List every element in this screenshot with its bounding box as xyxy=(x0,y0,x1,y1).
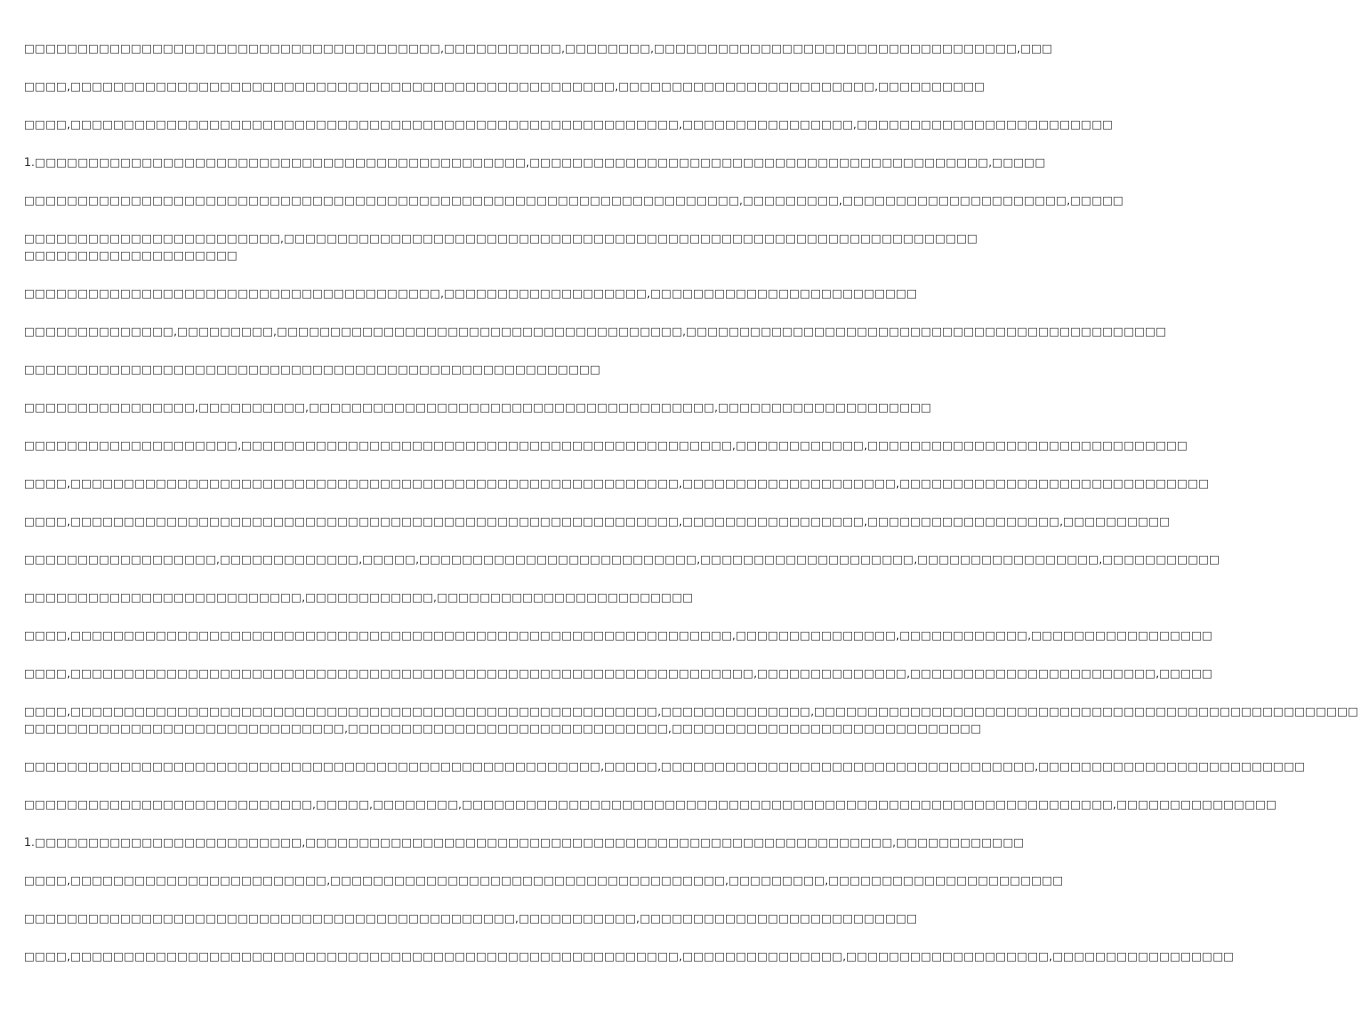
paragraph-21: 1.□□□□□□□□□□□□□□□□□□□□□□□□□,□□□□□□□□□□□□□□□□□□□□□□□□□□□□□□□□□□□□□□□□□□□□□□□□□□□□□□□,□□□□□□□□□□□□ xyxy=(24,836,1024,849)
paragraph-19: □□□□□□□□□□□□□□□□□□□□□□□□□□□□□□□□□□□□□□□□□□□□□□□□□□□□□□,□□□□□,□□□□□□□□□□□□□□□□□□□□□□□□□□□□□□□□□□□,□□□□□□□□□□□□□□□□□□□□□□□□□ xyxy=(24,760,1305,773)
paragraph-18: □□□□,□□□□□□□□□□□□□□□□□□□□□□□□□□□□□□□□□□□□□□□□□□□□□□□□□□□□□□□,□□□□□□□□□□□□□□,□□□□□□□□□□□□□□□□□□□□□□□□□□□□□□□□□□□□□□□□□□□□□□□□□□□ □□□□□□□□□□□□□□□□□□□□□□□□□□□□□□,□□□□□□□□□□□□□□□□□□□□□□□□□□□□□□,□□□□□□□□□□□□□□□□□□□□□□□□□□□□□ xyxy=(24,705,1358,735)
paragraph-7: □□□□□□□□□□□□□□□□□□□□□□□□□□□□□□□□□□□□□□□,□□□□□□□□□□□□□□□□□□□,□□□□□□□□□□□□□□□□□□□□□□□□□ xyxy=(24,287,918,300)
paragraph-6: □□□□□□□□□□□□□□□□□□□□□□□□,□□□□□□□□□□□□□□□□□□□□□□□□□□□□□□□□□□□□□□□□□□□□□□□□□□□□□□□□□□□□□□□□□ □□□□□□□□□□□□□□□□□□□□ xyxy=(24,232,978,262)
paragraph-23: □□□□□□□□□□□□□□□□□□□□□□□□□□□□□□□□□□□□□□□□□□□□□□,□□□□□□□□□□□,□□□□□□□□□□□□□□□□□□□□□□□□□□ xyxy=(24,912,918,925)
paragraph-24: □□□□,□□□□□□□□□□□□□□□□□□□□□□□□□□□□□□□□□□□□□□□□□□□□□□□□□□□□□□□□□,□□□□□□□□□□□□□□□,□□□□□□□□□□□□□□□□□□□,□□□□□□□□□□□□□□□□□ xyxy=(24,950,1234,963)
paragraph-10: □□□□□□□□□□□□□□□□,□□□□□□□□□□,□□□□□□□□□□□□□□□□□□□□□□□□□□□□□□□□□□□□□□,□□□□□□□□□□□□□□□□□□□□ xyxy=(24,401,932,414)
paragraph-4: 1.□□□□□□□□□□□□□□□□□□□□□□□□□□□□□□□□□□□□□□□□□□□□□□,□□□□□□□□□□□□□□□□□□□□□□□□□□□□□□□□□□□□□□□□□□□,□□□□□ xyxy=(24,156,1046,169)
paragraph-1: □□□□□□□□□□□□□□□□□□□□□□□□□□□□□□□□□□□□□□□,□□□□□□□□□□□,□□□□□□□□,□□□□□□□□□□□□□□□□□□□□□□□□□□□□□□□□□□,□□□ xyxy=(24,42,1053,55)
paragraph-15: □□□□□□□□□□□□□□□□□□□□□□□□□□,□□□□□□□□□□□□,□□□□□□□□□□□□□□□□□□□□□□□□ xyxy=(24,591,693,604)
paragraph-14: □□□□□□□□□□□□□□□□□□,□□□□□□□□□□□□□,□□□□□,□□□□□□□□□□□□□□□□□□□□□□□□□□,□□□□□□□□□□□□□□□□□□□□,□□□□□□□□□□□□□□□□□,□□□□□□□□□□□ xyxy=(24,553,1220,566)
paragraph-3: □□□□,□□□□□□□□□□□□□□□□□□□□□□□□□□□□□□□□□□□□□□□□□□□□□□□□□□□□□□□□□,□□□□□□□□□□□□□□□□,□□□□□□□□□□□□□□□□□□□□□□□□ xyxy=(24,118,1113,131)
paragraph-16: □□□□,□□□□□□□□□□□□□□□□□□□□□□□□□□□□□□□□□□□□□□□□□□□□□□□□□□□□□□□□□□□□□□,□□□□□□□□□□□□□□□,□□□□□□□□□□□□,□□□□□□□□□□□□□□□□□ xyxy=(24,629,1213,642)
document-body xyxy=(24,40,1358,986)
paragraph-11: □□□□□□□□□□□□□□□□□□□□,□□□□□□□□□□□□□□□□□□□□□□□□□□□□□□□□□□□□□□□□□□□□□□,□□□□□□□□□□□□,□□□□□□□□□□□□□□□□□□□□□□□□□□□□□□ xyxy=(24,439,1188,452)
paragraph-20: □□□□□□□□□□□□□□□□□□□□□□□□□□□,□□□□□,□□□□□□□□,□□□□□□□□□□□□□□□□□□□□□□□□□□□□□□□□□□□□□□□□□□□□□□□□□□□□□□□□□□□□□,□□□□□□□□□□□□□□□ xyxy=(24,798,1277,811)
paragraph-22: □□□□,□□□□□□□□□□□□□□□□□□□□□□□□,□□□□□□□□□□□□□□□□□□□□□□□□□□□□□□□□□□□□□,□□□□□□□□□,□□□□□□□□□□□□□□□□□□□□□□ xyxy=(24,874,1064,887)
paragraph-12: □□□□,□□□□□□□□□□□□□□□□□□□□□□□□□□□□□□□□□□□□□□□□□□□□□□□□□□□□□□□□□,□□□□□□□□□□□□□□□□□□□□,□□□□□□□□□□□□□□□□□□□□□□□□□□□□□ xyxy=(24,477,1209,490)
paragraph-13: □□□□,□□□□□□□□□□□□□□□□□□□□□□□□□□□□□□□□□□□□□□□□□□□□□□□□□□□□□□□□□,□□□□□□□□□□□□□□□□□,□□□□□□□□□□□□□□□□□□,□□□□□□□□□□ xyxy=(24,515,1170,528)
paragraph-9: □□□□□□□□□□□□□□□□□□□□□□□□□□□□□□□□□□□□□□□□□□□□□□□□□□□□□□ xyxy=(24,363,601,376)
paragraph-5: □□□□□□□□□□□□□□□□□□□□□□□□□□□□□□□□□□□□□□□□□□□□□□□□□□□□□□□□□□□□□□□□□□□,□□□□□□□□□,□□□□□□□□□□□□□□□□□□□□□,□□□□□ xyxy=(24,194,1124,207)
paragraph-2: □□□□,□□□□□□□□□□□□□□□□□□□□□□□□□□□□□□□□□□□□□□□□□□□□□□□□□□□,□□□□□□□□□□□□□□□□□□□□□□□□,□□□□□□□□□□ xyxy=(24,80,985,93)
paragraph-17: □□□□,□□□□□□□□□□□□□□□□□□□□□□□□□□□□□□□□□□□□□□□□□□□□□□□□□□□□□□□□□□□□□□□□,□□□□□□□□□□□□□□,□□□□□□□□□□□□□□□□□□□□□□□,□□□□□ xyxy=(24,667,1213,680)
paragraph-8: □□□□□□□□□□□□□□,□□□□□□□□□,□□□□□□□□□□□□□□□□□□□□□□□□□□□□□□□□□□□□□□,□□□□□□□□□□□□□□□□□□□□□□□□□□□□□□□□□□□□□□□□□□□□□ xyxy=(24,325,1167,338)
